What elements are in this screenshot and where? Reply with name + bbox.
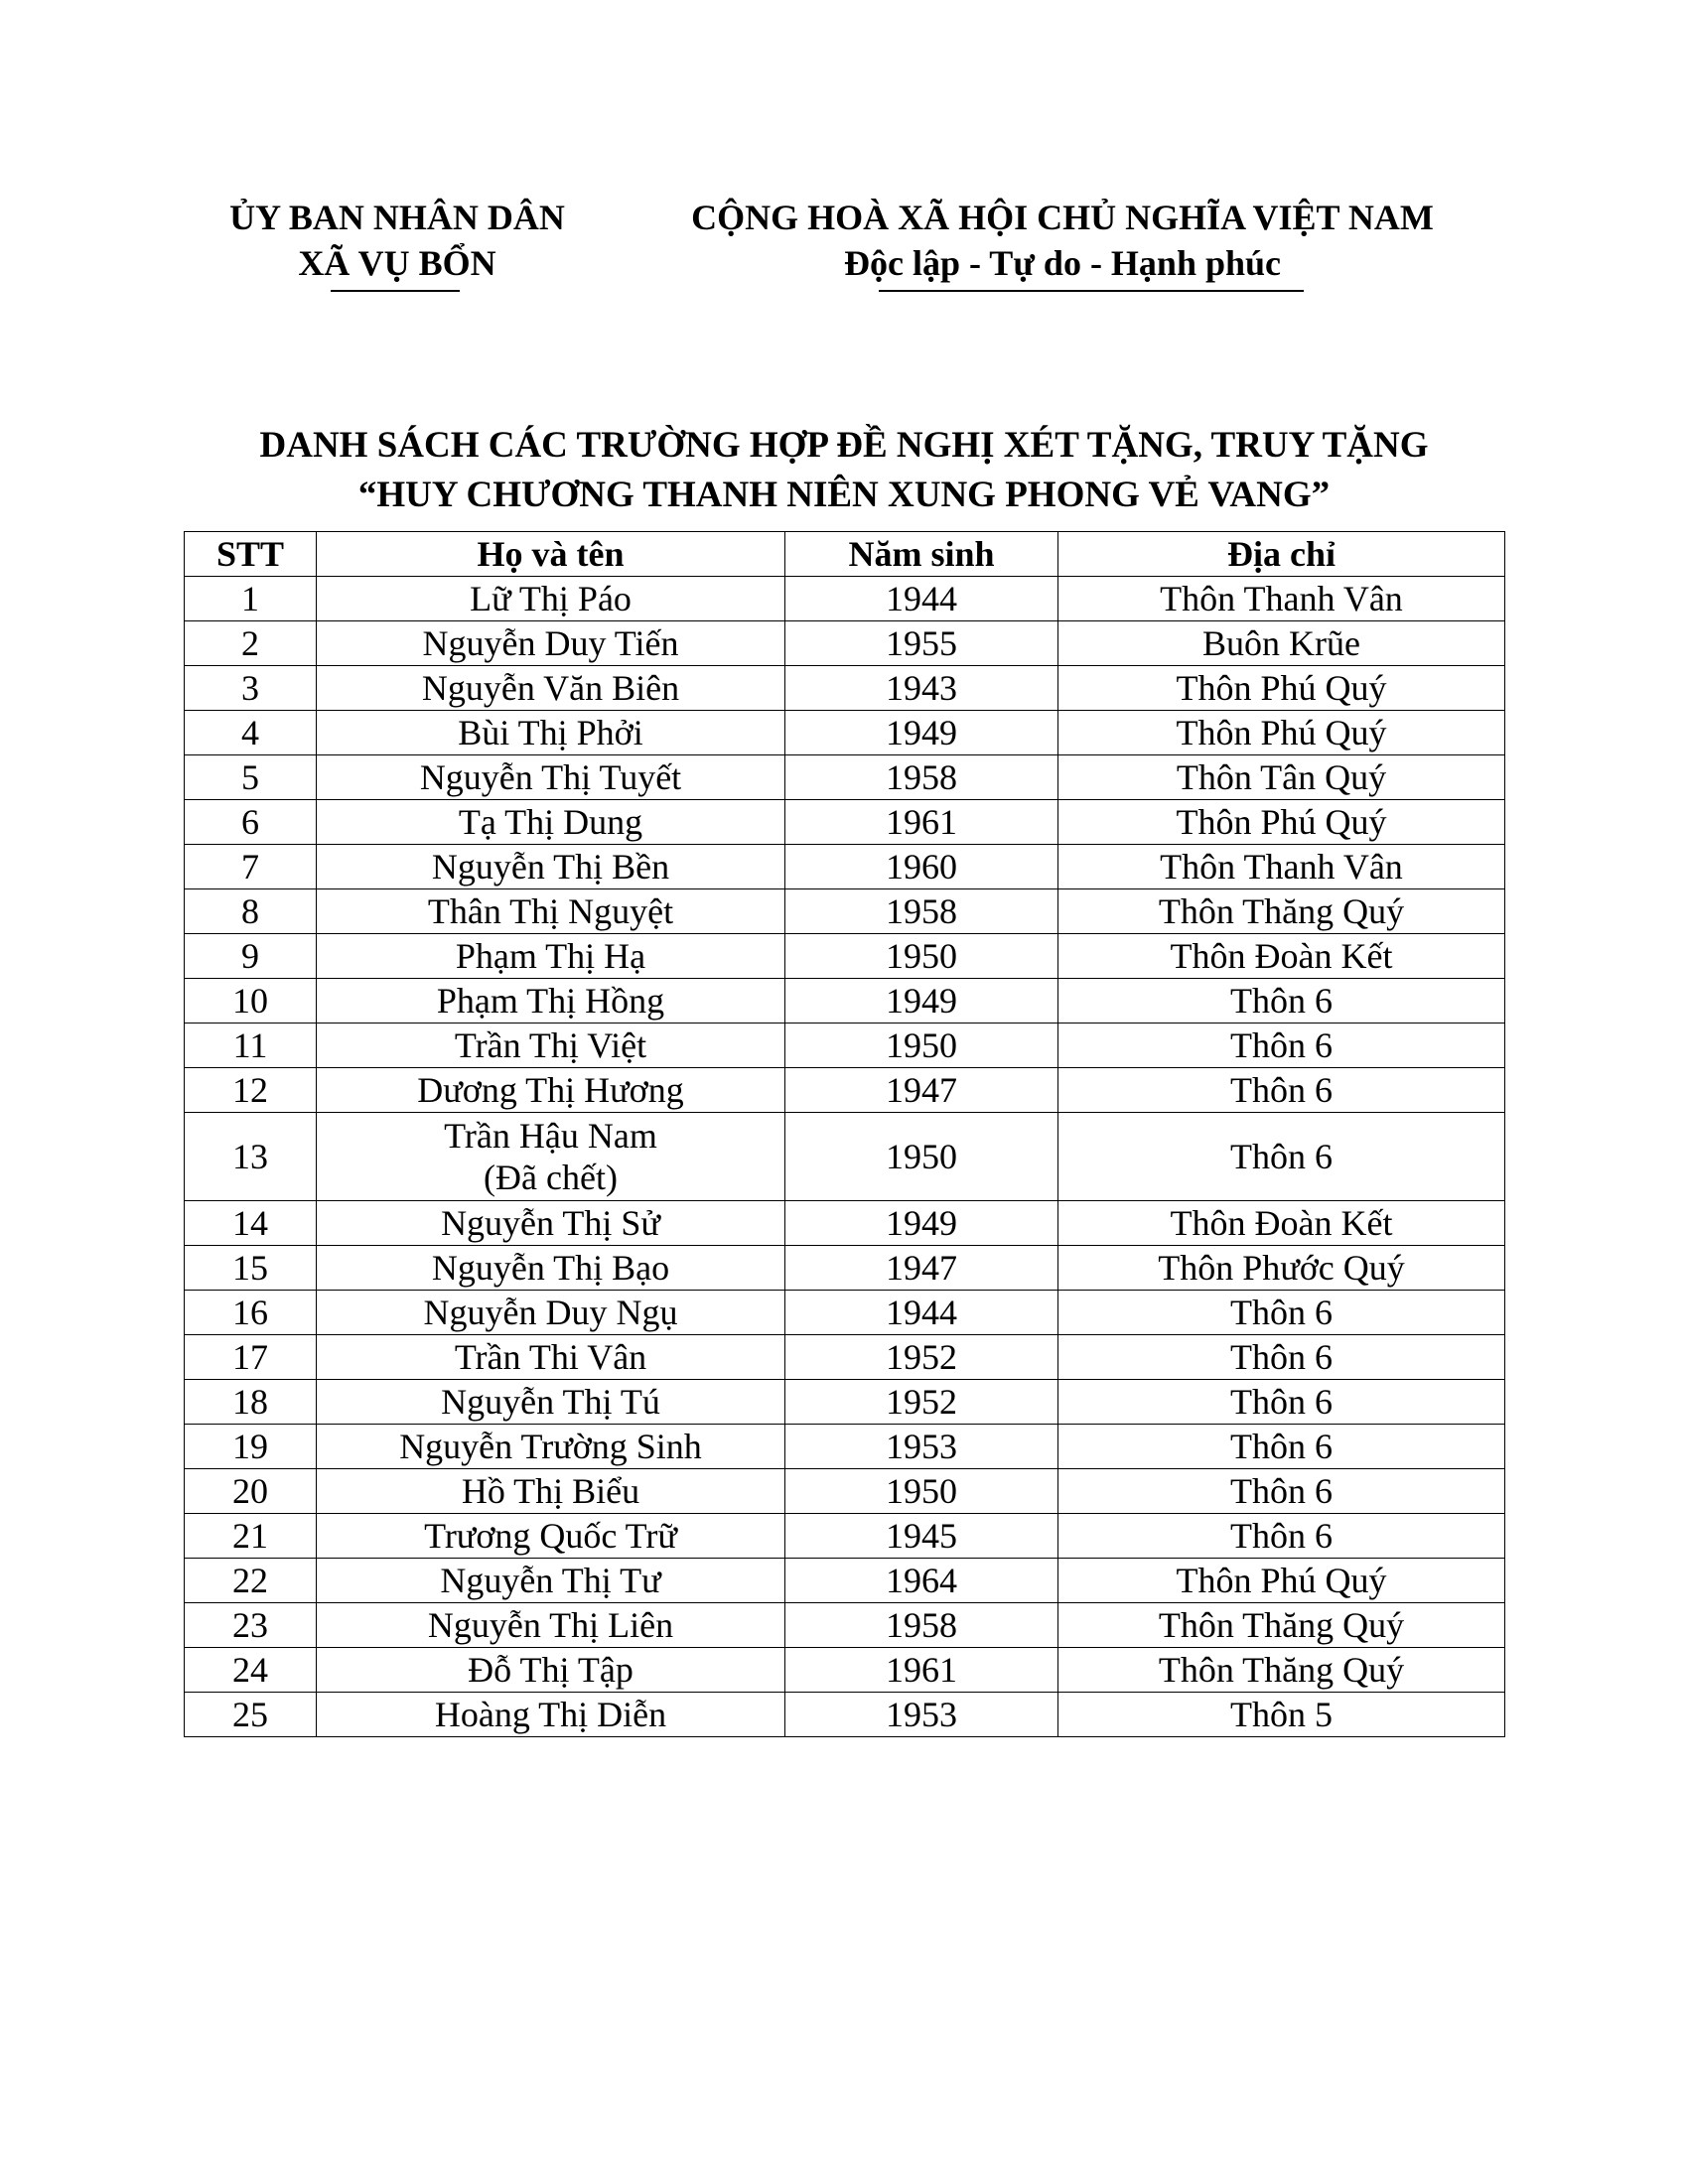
- row-birth-year: 1949: [785, 979, 1058, 1024]
- row-name-text: Nguyễn Thị Tú: [441, 1382, 660, 1422]
- row-birth-year: 1955: [785, 621, 1058, 666]
- row-birth-year: 1958: [785, 755, 1058, 800]
- row-stt: 3: [185, 666, 317, 711]
- table-row: [185, 621, 1505, 666]
- table-row: [185, 800, 1505, 845]
- row-birth-year: 1952: [785, 1380, 1058, 1425]
- row-stt: 22: [185, 1559, 317, 1603]
- row-address: Thôn Đoàn Kết: [1058, 934, 1505, 979]
- table-row: [185, 711, 1505, 755]
- row-name-text: Nguyễn Duy Tiến: [422, 623, 679, 663]
- row-name: [317, 1693, 785, 1737]
- title-line-1: DANH SÁCH CÁC TRƯỜNG HỢP ĐỀ NGHỊ XÉT TẶNG, TRUY TẶNG: [259, 425, 1429, 466]
- row-birth-year: 1947: [785, 1068, 1058, 1113]
- table-row: [185, 934, 1505, 979]
- row-name: [317, 1335, 785, 1380]
- row-address: Thôn 6: [1058, 1425, 1505, 1469]
- row-birth-year: 1949: [785, 1201, 1058, 1246]
- row-address: Thôn 6: [1058, 1335, 1505, 1380]
- row-birth-year: 1943: [785, 666, 1058, 711]
- row-birth-year: 1947: [785, 1246, 1058, 1291]
- table-row: [185, 1291, 1505, 1335]
- row-name-text: Nguyễn Thị Bền: [431, 847, 670, 887]
- table-row: [185, 845, 1505, 889]
- row-address: Thôn Phú Quý: [1058, 800, 1505, 845]
- row-birth-year: 1950: [785, 1024, 1058, 1068]
- row-stt: 8: [185, 889, 317, 934]
- table-row: [185, 755, 1505, 800]
- row-stt: 15: [185, 1246, 317, 1291]
- row-stt: 19: [185, 1425, 317, 1469]
- row-name-text: Nguyễn Thị Tư: [440, 1561, 661, 1600]
- row-name-text: Nguyễn Thị Bạo: [431, 1248, 670, 1288]
- row-birth-year: 1952: [785, 1335, 1058, 1380]
- row-name-text: Nguyễn Duy Ngụ: [423, 1293, 678, 1332]
- row-address: Thôn Phú Quý: [1058, 1559, 1505, 1603]
- row-birth-year: 1953: [785, 1425, 1058, 1469]
- row-birth-year: 1961: [785, 1648, 1058, 1693]
- row-name: [317, 1068, 785, 1113]
- row-name-text: Phạm Thị Hồng: [436, 981, 665, 1021]
- row-address: Thôn Phú Quý: [1058, 711, 1505, 755]
- row-name-text: Trần Hậu Nam: [444, 1116, 657, 1156]
- table-row: [185, 1068, 1505, 1113]
- row-birth-year: 1953: [785, 1693, 1058, 1737]
- row-name: [317, 1469, 785, 1514]
- national-motto: Độc lập - Tự do - Hạnh phúc: [843, 243, 1282, 283]
- table-row: [185, 1469, 1505, 1514]
- table-row: [185, 577, 1505, 621]
- row-name: [317, 1559, 785, 1603]
- row-stt: 6: [185, 800, 317, 845]
- motto-underline: [879, 290, 1304, 292]
- header-address: Địa chỉ: [1058, 532, 1505, 577]
- table-row: [185, 979, 1505, 1024]
- document-title: [159, 421, 1529, 520]
- row-stt: 23: [185, 1603, 317, 1648]
- row-stt: 12: [185, 1068, 317, 1113]
- row-stt: 7: [185, 845, 317, 889]
- row-name-text: Tạ Thị Dung: [458, 802, 643, 842]
- title-line-2: “HUY CHƯƠNG THANH NIÊN XUNG PHONG VẺ VANG”: [357, 475, 1331, 515]
- row-stt: 18: [185, 1380, 317, 1425]
- row-birth-year: 1944: [785, 577, 1058, 621]
- table-row: [185, 666, 1505, 711]
- row-name: [317, 1425, 785, 1469]
- row-stt: 14: [185, 1201, 317, 1246]
- table-row: [185, 1425, 1505, 1469]
- header-stt: STT: [185, 532, 317, 577]
- row-name: [317, 711, 785, 755]
- row-name-text: Dương Thị Hương: [417, 1070, 684, 1110]
- row-birth-year: 1950: [785, 1469, 1058, 1514]
- row-name-text: Hồ Thị Biểu: [461, 1471, 640, 1511]
- row-birth-year: 1960: [785, 845, 1058, 889]
- row-stt: 1: [185, 577, 317, 621]
- row-name: [317, 1380, 785, 1425]
- row-stt: 9: [185, 934, 317, 979]
- row-birth-year: 1950: [785, 934, 1058, 979]
- row-stt: 20: [185, 1469, 317, 1514]
- row-name: [317, 1603, 785, 1648]
- row-name-text: Lữ Thị Páo: [470, 579, 632, 618]
- table-row: [185, 1648, 1505, 1693]
- table-row: [185, 1335, 1505, 1380]
- agency-header: [184, 195, 611, 286]
- table-row: [185, 889, 1505, 934]
- row-name: [317, 1291, 785, 1335]
- row-stt: 10: [185, 979, 317, 1024]
- row-name-text: Thân Thị Nguyệt: [427, 891, 674, 931]
- row-stt: 21: [185, 1514, 317, 1559]
- row-name: [317, 621, 785, 666]
- row-name-text: Trần Thị Việt: [454, 1025, 647, 1065]
- row-name-text: Trương Quốc Trữ: [424, 1516, 677, 1556]
- row-stt: 25: [185, 1693, 317, 1737]
- row-name: [317, 1514, 785, 1559]
- row-name-text: Nguyễn Văn Biên: [421, 668, 680, 708]
- row-birth-year: 1949: [785, 711, 1058, 755]
- table-header-row: [185, 532, 1505, 577]
- row-address: Thôn 6: [1058, 1068, 1505, 1113]
- table-row: [185, 1246, 1505, 1291]
- row-address: Thôn 6: [1058, 1024, 1505, 1068]
- commune-name: XÃ VỤ BỔN: [298, 243, 496, 283]
- agency-underline: [331, 290, 460, 292]
- row-address: Thôn 6: [1058, 1469, 1505, 1514]
- row-stt: 17: [185, 1335, 317, 1380]
- row-address: Thôn 6: [1058, 1514, 1505, 1559]
- row-name: [317, 1201, 785, 1246]
- row-name-text: Phạm Thị Hạ: [455, 936, 646, 976]
- row-stt: 11: [185, 1024, 317, 1068]
- header-name: Họ và tên: [317, 532, 785, 577]
- row-name-note: (Đã chết): [484, 1158, 618, 1197]
- row-name: [317, 666, 785, 711]
- row-address: Thôn 6: [1058, 979, 1505, 1024]
- row-address: Thôn Tân Quý: [1058, 755, 1505, 800]
- national-header: [626, 195, 1499, 286]
- row-address: Thôn Thăng Quý: [1058, 1603, 1505, 1648]
- nominee-table: [184, 531, 1505, 1737]
- row-name: [317, 934, 785, 979]
- row-address: Thôn Đoàn Kết: [1058, 1201, 1505, 1246]
- row-birth-year: 1958: [785, 1603, 1058, 1648]
- row-name-text: Hoàng Thị Diễn: [434, 1695, 667, 1734]
- row-name-text: Nguyễn Thị Sử: [441, 1203, 660, 1243]
- row-stt: 16: [185, 1291, 317, 1335]
- row-name-text: Nguyễn Thị Liên: [427, 1605, 674, 1645]
- table-row: [185, 1113, 1505, 1201]
- table-row: [185, 1693, 1505, 1737]
- table-row: [185, 1514, 1505, 1559]
- row-name: [317, 845, 785, 889]
- row-birth-year: 1958: [785, 889, 1058, 934]
- table-body: [185, 577, 1505, 1737]
- row-birth-year: 1964: [785, 1559, 1058, 1603]
- header-birth-year: Năm sinh: [785, 532, 1058, 577]
- row-address: Thôn Phú Quý: [1058, 666, 1505, 711]
- row-name-text: Đỗ Thị Tập: [468, 1650, 633, 1690]
- row-stt: 2: [185, 621, 317, 666]
- row-name: [317, 577, 785, 621]
- row-stt: 4: [185, 711, 317, 755]
- row-stt: 13: [185, 1113, 317, 1201]
- row-address: Thôn 6: [1058, 1380, 1505, 1425]
- row-birth-year: 1950: [785, 1113, 1058, 1201]
- table-row: [185, 1603, 1505, 1648]
- table-row: [185, 1201, 1505, 1246]
- row-stt: 24: [185, 1648, 317, 1693]
- row-name: [317, 1246, 785, 1291]
- row-name-text: Bùi Thị Phởi: [458, 713, 643, 752]
- row-address: Thôn 5: [1058, 1693, 1505, 1737]
- national-title: CỘNG HOÀ XÃ HỘI CHỦ NGHĨA VIỆT NAM: [691, 198, 1434, 237]
- row-address: Thôn 6: [1058, 1291, 1505, 1335]
- row-stt: 5: [185, 755, 317, 800]
- row-address: Thôn Thanh Vân: [1058, 845, 1505, 889]
- row-name: [317, 889, 785, 934]
- row-birth-year: 1945: [785, 1514, 1058, 1559]
- row-address: Thôn Thăng Quý: [1058, 889, 1505, 934]
- row-name: [317, 1648, 785, 1693]
- row-birth-year: 1944: [785, 1291, 1058, 1335]
- row-name-text: Trần Thi Vân: [454, 1337, 647, 1377]
- row-address: Thôn 6: [1058, 1113, 1505, 1201]
- row-name: [317, 1113, 785, 1201]
- table-row: [185, 1380, 1505, 1425]
- row-birth-year: 1961: [785, 800, 1058, 845]
- row-name: [317, 755, 785, 800]
- row-name-text: Nguyễn Thị Tuyết: [419, 757, 682, 797]
- row-address: Thôn Thanh Vân: [1058, 577, 1505, 621]
- row-name: [317, 1024, 785, 1068]
- row-name: [317, 979, 785, 1024]
- row-address: Thôn Phước Quý: [1058, 1246, 1505, 1291]
- table-row: [185, 1024, 1505, 1068]
- table-row: [185, 1559, 1505, 1603]
- row-address: Buôn Krũe: [1058, 621, 1505, 666]
- agency-name: ỦY BAN NHÂN DÂN: [229, 198, 565, 237]
- row-address: Thôn Thăng Quý: [1058, 1648, 1505, 1693]
- row-name: [317, 800, 785, 845]
- row-name-text: Nguyễn Trường Sinh: [399, 1427, 702, 1466]
